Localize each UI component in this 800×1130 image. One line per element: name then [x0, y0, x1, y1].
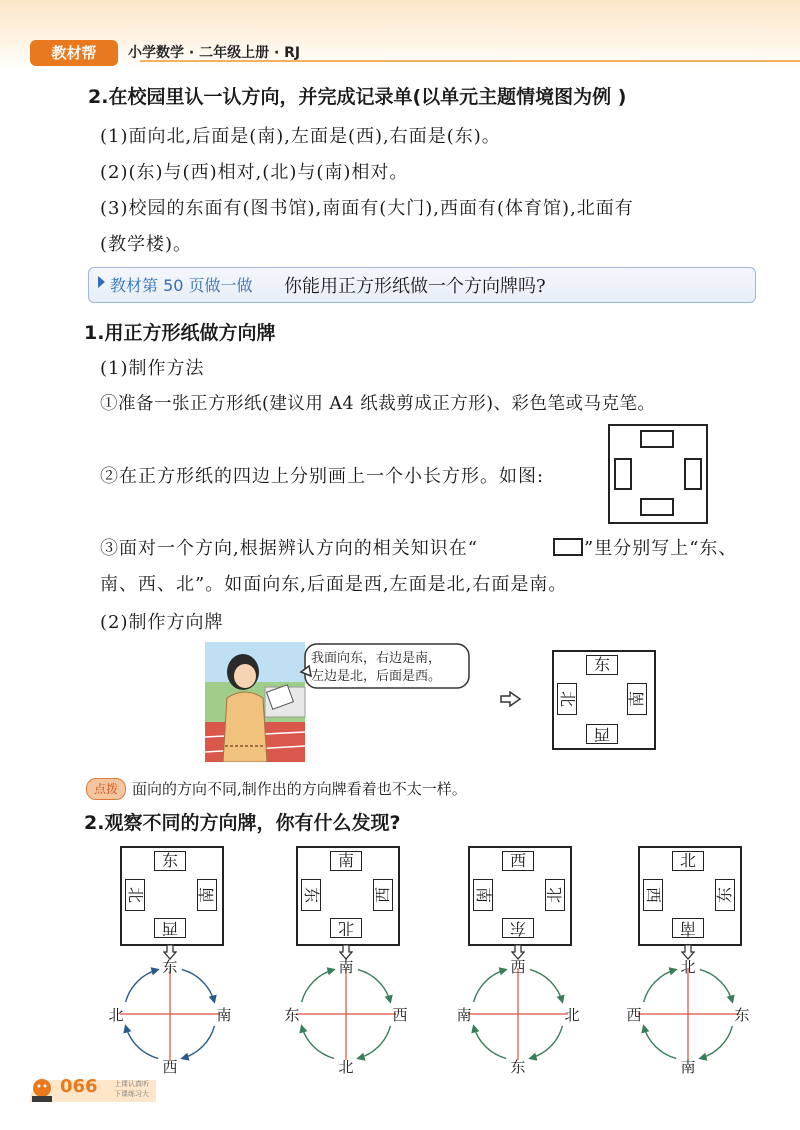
- section1-line-1: (1)面向北,后面是(南),左面是(西),右面是(东)。: [100, 126, 501, 147]
- compass-1-label-bottom: 西: [162, 1058, 178, 1076]
- compass-4-label-right: 东: [734, 1006, 750, 1024]
- compass-1-label-right: 南: [216, 1006, 232, 1024]
- compass-3-label-left: 南: [456, 1006, 472, 1024]
- compass-4-label-left: 西: [626, 1006, 642, 1024]
- section3-heading: 2.观察不同的方向牌，你有什么发现?: [84, 812, 401, 834]
- compass-3-label-right: 北: [564, 1006, 580, 1024]
- tip-badge: 点拨: [86, 778, 126, 800]
- step-3-part-b: ”里分别写上“东、: [584, 538, 738, 559]
- compass-2-label-left: 东: [284, 1006, 300, 1024]
- speech-line-1: 我面向东，右边是南，: [311, 651, 442, 666]
- girl-face: [234, 664, 256, 688]
- speech-line-2: 左边是北，后面是西。: [311, 669, 442, 684]
- board-2-label-right: 西: [373, 879, 393, 911]
- example-label-left: 北: [557, 683, 577, 715]
- compass-4-label-top: 北: [680, 958, 696, 976]
- tip-text: 面向的方向不同,制作出的方向牌看着也不太一样。: [132, 780, 467, 798]
- blank-rect-top: [640, 430, 674, 448]
- board-4-label-bottom: 南: [672, 918, 704, 938]
- compass-2-label-right: 西: [392, 1006, 408, 1024]
- girl-body: [223, 692, 267, 762]
- board-2-label-bottom: 北: [330, 918, 362, 938]
- page-number: 066: [60, 1076, 98, 1097]
- board-4-label-right: 东: [715, 879, 735, 911]
- board-2-label-left: 东: [301, 879, 321, 911]
- step-2: ②在正方形纸的四边上分别画上一个小长方形。如图:: [100, 466, 545, 487]
- footer-note-2: 下课练习大: [114, 1090, 149, 1098]
- board-3-label-left: 南: [473, 879, 493, 911]
- board-3-label-top: 西: [502, 851, 534, 871]
- section1-line-2: (2)(东)与(西)相对,(北)与(南)相对。: [100, 162, 409, 183]
- banner-label: 教材第 50 页做一做: [110, 276, 253, 295]
- board-1-label-right: 南: [197, 879, 217, 911]
- example-label-right: 南: [627, 683, 647, 715]
- inline-box-icon: [553, 538, 583, 556]
- board-1-label-bottom: 西: [154, 918, 186, 938]
- compass-2-label-top: 南: [338, 958, 354, 976]
- blank-rect-left: [614, 458, 632, 490]
- banner-arrow-icon: [98, 276, 105, 288]
- compass-4-label-bottom: 南: [680, 1058, 696, 1076]
- example-label-bottom: 西: [586, 724, 618, 744]
- method-title: (1)制作方法: [100, 358, 205, 379]
- section2-heading: 1.用正方形纸做方向牌: [84, 322, 276, 344]
- make-title: (2)制作方向牌: [100, 612, 224, 633]
- compass-3-label-bottom: 东: [510, 1058, 526, 1076]
- step-3-part-c: 南、西、北”。如面向东,后面是西,左面是北,右面是南。: [100, 574, 568, 595]
- board-4-label-top: 北: [672, 851, 704, 871]
- board-1-label-top: 东: [154, 851, 186, 871]
- section1-line-4: (教学楼)。: [100, 234, 193, 255]
- banner-question: 你能用正方形纸做一个方向牌吗?: [284, 276, 546, 297]
- compass-1-label-top: 东: [162, 958, 178, 976]
- compass-2-label-bottom: 北: [338, 1058, 354, 1076]
- header-title: 小学数学 · 二年级上册 · RJ: [128, 45, 301, 61]
- girl-illustration: [205, 642, 477, 762]
- board-3-label-bottom: 东: [502, 918, 534, 938]
- board-3-label-right: 北: [545, 879, 565, 911]
- section1-line-3: (3)校园的东面有(图书馆),南面有(大门),西面有(体育馆),北面有: [100, 198, 634, 219]
- board-1-label-left: 北: [125, 879, 145, 911]
- step-1: ①准备一张正方形纸(建议用 A4 纸裁剪成正方形)、彩色笔或马克笔。: [100, 394, 656, 414]
- board-4-label-left: 西: [643, 879, 663, 911]
- compass-1-label-left: 北: [108, 1006, 124, 1024]
- step-3-part-a: ③面对一个方向,根据辨认方向的相关知识在“: [100, 538, 478, 559]
- mascot-icon: [33, 1079, 51, 1097]
- compass-3-label-top: 西: [510, 958, 526, 976]
- right-arrow-icon: [500, 691, 522, 707]
- board-2-label-top: 南: [330, 851, 362, 871]
- footer-note-1: 上课认真听: [114, 1080, 149, 1088]
- header-tag: 教材帮: [30, 40, 118, 66]
- example-label-top: 东: [586, 655, 618, 675]
- blank-rect-bottom: [640, 498, 674, 516]
- section1-heading: 2.在校园里认一认方向，并完成记录单(以单元主题情境图为例 ): [88, 86, 627, 108]
- blank-rect-right: [684, 458, 702, 490]
